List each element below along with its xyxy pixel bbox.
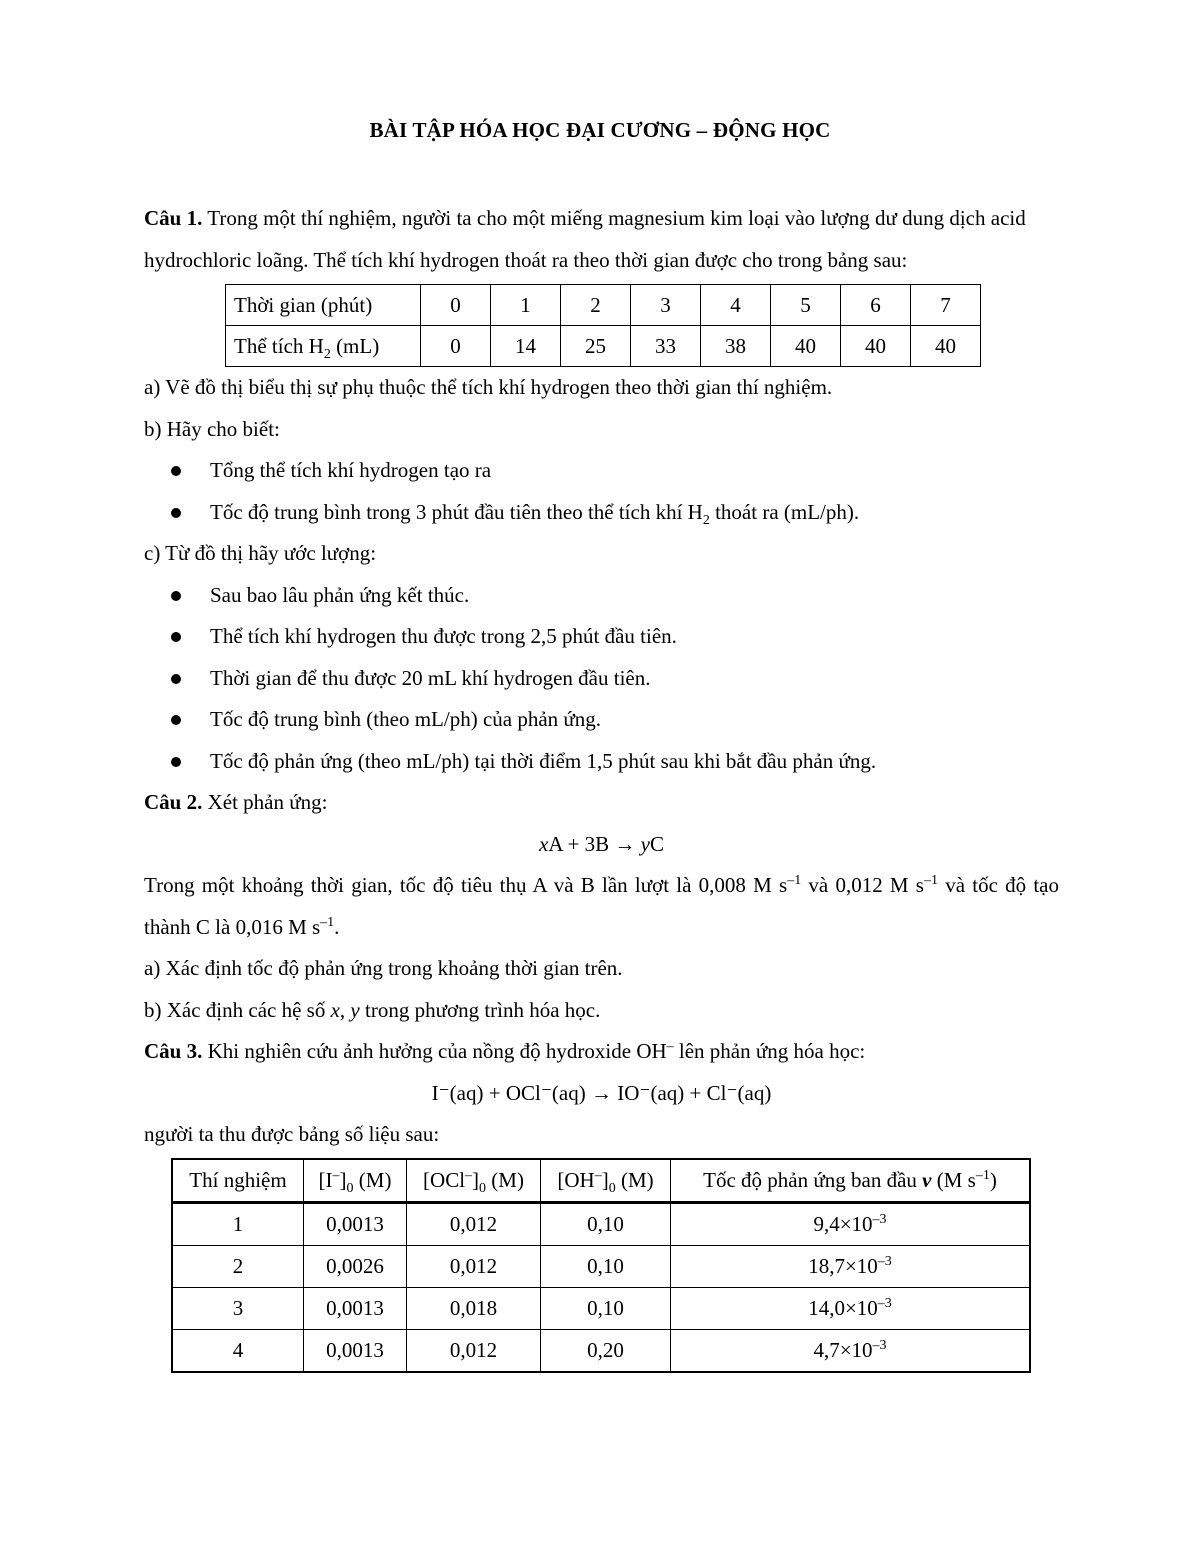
superscript: –3 (872, 1211, 887, 1227)
table-cell: 3 (172, 1287, 304, 1329)
row-label-time: Thời gian (phút) (226, 285, 421, 326)
header-experiment: Thí nghiệm (172, 1159, 304, 1203)
row-label-volume-a: Thể tích H (234, 333, 324, 358)
table-cell: 0,0013 (304, 1287, 407, 1329)
question-2-part-a: a) Xác định tốc độ phản ứng trong khoảng thời gian trên. (144, 956, 623, 980)
coefficient-x: x (538, 831, 549, 856)
rate-data-table (171, 1158, 1031, 1373)
coefficient-y: y (640, 831, 650, 856)
question-3-equation: I⁻(aq) + OCl⁻(aq) → IO⁻(aq) + Cl⁻(aq) (431, 1080, 772, 1105)
table-cell: 0,012 (407, 1329, 541, 1372)
question-3-label: Câu 3. (144, 1039, 203, 1063)
question-1-label: Câu 1. (144, 206, 203, 230)
table-cell: 4 (172, 1329, 304, 1372)
table-row (172, 1287, 1030, 1329)
table-cell: 0 (421, 285, 491, 326)
rate-value: 9,4×10 (813, 1211, 873, 1236)
question-1-part-a: a) Vẽ đồ thị biểu thị sự phụ thuộc thể tích khí hydrogen theo thời gian thí nghiệm. (144, 375, 833, 399)
rate-value: 14,0×10 (808, 1295, 878, 1320)
row-label-volume-b: (mL) (330, 333, 380, 358)
question-2-label: Câu 2. (144, 790, 203, 814)
volume-time-table (225, 284, 981, 367)
header-iodide (304, 1159, 407, 1203)
header-text: (M s (931, 1167, 976, 1192)
table-row (172, 1245, 1030, 1287)
rate-symbol: v (922, 1167, 932, 1192)
row-label-volume (226, 326, 421, 367)
list-item: Tốc độ trung bình (theo mL/ph) của phản ứng. (144, 699, 1059, 741)
table-cell: 3 (631, 285, 701, 326)
superscript: – (332, 1167, 340, 1183)
header-text: Tốc độ phản ứng ban đầu (703, 1167, 923, 1192)
table-row-volume (226, 326, 981, 367)
subscript: 0 (346, 1180, 354, 1196)
part-b-text: b) Xác định các hệ số (144, 997, 331, 1022)
question-3-body-b: lên phản ứng hóa học: (673, 1039, 866, 1063)
table-cell: 0,10 (541, 1202, 671, 1245)
superscript: –3 (877, 1253, 892, 1269)
superscript: –3 (872, 1337, 887, 1353)
table-cell: 4 (701, 285, 771, 326)
table-cell: 0,0013 (304, 1202, 407, 1245)
header-text: ] (339, 1167, 347, 1192)
list-item: Tổng thể tích khí hydrogen tạo ra (144, 450, 1059, 492)
question-2-body: Xét phản ứng: (202, 790, 328, 814)
table-cell: 0,20 (541, 1329, 671, 1372)
header-text: [OCl (423, 1167, 466, 1192)
question-1-c-list (144, 575, 1059, 783)
table-cell: 6 (841, 285, 911, 326)
table-cell: 0,10 (541, 1245, 671, 1287)
question-1-body: Trong một thí nghiệm, người ta cho một miếng magnesium kim loại vào lượng dư dung dịch acid hydrochloric loãng. Thể tích khí hydrogen thoát ra theo thời gian được cho trong bảng sau: (144, 206, 1026, 272)
table-cell: 40 (771, 326, 841, 367)
header-rate (671, 1159, 1031, 1203)
list-item: Thời gian để thu được 20 mL khí hydrogen đầu tiên. (144, 658, 1059, 700)
table-cell: 0,012 (407, 1245, 541, 1287)
superscript: – (594, 1167, 602, 1183)
header-text: (M) (486, 1167, 524, 1192)
table-cell: 1 (172, 1202, 304, 1245)
question-1-text (144, 198, 1059, 281)
coefficient-x: x (330, 997, 340, 1022)
list-item: Tốc độ phản ứng (theo mL/ph) tại thời điểm 1,5 phút sau khi bắt đầu phản ứng. (144, 741, 1059, 783)
list-item: Thể tích khí hydrogen thu được trong 2,5 phút đầu tiên. (144, 616, 1059, 658)
table-cell: 2 (561, 285, 631, 326)
rate-value: 18,7×10 (808, 1253, 878, 1278)
table-row (172, 1202, 1030, 1245)
subscript: 2 (323, 346, 331, 362)
superscript: –1 (975, 1167, 990, 1183)
table-row (172, 1329, 1030, 1372)
equation-end: C (650, 831, 665, 856)
table-cell: 40 (911, 326, 981, 367)
header-hypochlorite (407, 1159, 541, 1203)
table-header-row (172, 1159, 1030, 1203)
paragraph-part: và 0,012 M s (801, 873, 924, 897)
table-cell (671, 1329, 1031, 1372)
question-2-part-b (144, 990, 1059, 1032)
table-cell: 33 (631, 326, 701, 367)
superscript: –3 (877, 1295, 892, 1311)
question-2-text (144, 782, 1059, 824)
part-b-text-end: trong phương trình hóa học. (359, 997, 601, 1022)
coefficient-y: y (350, 997, 360, 1022)
subscript: 2 (702, 512, 710, 528)
table-cell: 0,0013 (304, 1329, 407, 1372)
superscript: –1 (320, 914, 335, 930)
table-cell: 2 (172, 1245, 304, 1287)
question-1-b-list (144, 450, 1059, 533)
table-cell: 14 (491, 326, 561, 367)
paragraph-part: . (334, 914, 340, 939)
table-cell: 40 (841, 326, 911, 367)
separator: , (339, 997, 351, 1022)
rate-value: 4,7×10 (813, 1337, 873, 1362)
header-hydroxide (541, 1159, 671, 1203)
table-cell: 1 (491, 285, 561, 326)
header-text: [I (318, 1167, 333, 1192)
header-text: ] (472, 1167, 480, 1192)
list-item (144, 492, 1059, 534)
question-1-part-b: b) Hãy cho biết: (144, 416, 280, 441)
table-cell: 0,012 (407, 1202, 541, 1245)
table-cell: 0,018 (407, 1287, 541, 1329)
table-cell: 0 (421, 326, 491, 367)
superscript: –1 (923, 873, 938, 888)
table-cell: 25 (561, 326, 631, 367)
list-item: Sau bao lâu phản ứng kết thúc. (144, 575, 1059, 617)
equation-middle: A + 3B → (548, 831, 641, 856)
subscript: 0 (479, 1180, 487, 1196)
header-text: ) (989, 1167, 997, 1192)
question-2-equation (144, 824, 1059, 866)
table-cell: 5 (771, 285, 841, 326)
table-cell (671, 1287, 1031, 1329)
header-text: (M) (353, 1167, 392, 1192)
question-3-body-a: Khi nghiên cứu ảnh hưởng của nồng độ hydroxide OH (202, 1039, 667, 1063)
table-cell (671, 1245, 1031, 1287)
superscript: – (465, 1167, 473, 1183)
question-1-part-c: c) Từ đồ thị hãy ước lượng: (144, 541, 377, 565)
superscript: – (666, 1039, 674, 1054)
table-cell: 0,10 (541, 1287, 671, 1329)
document-body (144, 198, 1059, 1373)
table-cell (671, 1202, 1031, 1245)
question-3-text (144, 1031, 1059, 1073)
table-row-time (226, 285, 981, 326)
page-title: BÀI TẬP HÓA HỌC ĐẠI CƯƠNG – ĐỘNG HỌC (369, 118, 831, 142)
superscript: –1 (787, 873, 802, 888)
list-item-text-a: Tốc độ trung bình trong 3 phút đầu tiên theo thể tích khí H (210, 499, 703, 524)
header-text: [OH (557, 1167, 595, 1192)
paragraph-part: và tốc độ tạo thành C là 0,016 M s (144, 873, 1059, 939)
subscript: 0 (608, 1180, 616, 1196)
list-item-text-b: thoát ra (mL/ph). (709, 499, 860, 524)
header-text: (M) (615, 1167, 654, 1192)
question-3-intro: người ta thu được bảng số liệu sau: (144, 1122, 440, 1146)
paragraph-part: Trong một khoảng thời gian, tốc độ tiêu thụ A và B lần lượt là 0,008 M s (144, 873, 788, 897)
table-cell: 7 (911, 285, 981, 326)
table-cell: 0,0026 (304, 1245, 407, 1287)
table-cell: 38 (701, 326, 771, 367)
header-text: ] (601, 1167, 609, 1192)
question-2-paragraph (144, 865, 1059, 948)
